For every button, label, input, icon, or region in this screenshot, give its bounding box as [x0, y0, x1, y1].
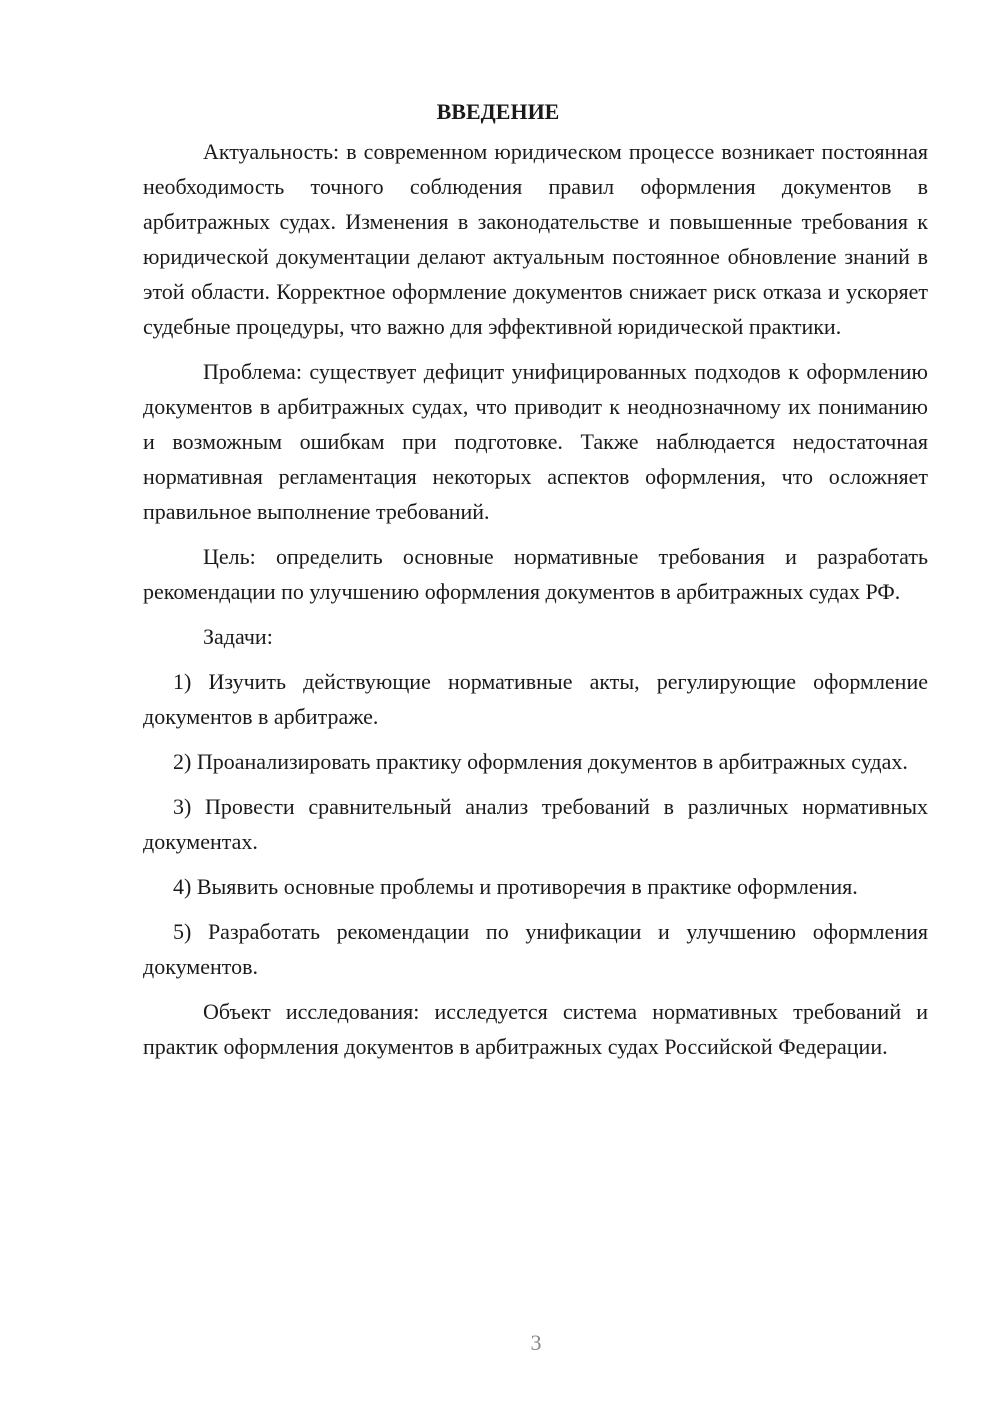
task-item-3: 3) Провести сравнительный анализ требований в различных нормативных документах.: [143, 794, 928, 854]
paragraph-problem: Проблема: существует дефицит унифицированных подходов к оформлению документов в арбитражных судах, что приводит к неоднозначному их пониманию и возможным ошибкам при подготовке. Также наблюдается недостаточная нормативная регламентация некоторых аспектов оформления, что осложняет правильное выполнение требований.: [143, 359, 928, 524]
paragraph-relevance: Актуальность: в современном юридическом процессе возникает постоянная необходимость точного соблюдения правил оформления документов в арбитражных судах. Изменения в законодательстве и повышенные требования к юридической документации делают актуальным постоянное обновление знаний в этой области. Корректное оформление документов снижает риск отказа и ускоряет судебные процедуры, что важно для эффективной юридической практики.: [143, 139, 928, 339]
task-item-2: 2) Проанализировать практику оформления документов в арбитражных судах.: [173, 749, 908, 774]
paragraph-object: Объект исследования: исследуется система нормативных требований и практик оформления документов в арбитражных судах Российской Федерации.: [143, 999, 928, 1059]
page-title: ВВЕДЕНИЕ: [436, 99, 560, 124]
tasks-heading: Задачи:: [203, 624, 273, 649]
task-item-4: 4) Выявить основные проблемы и противоречия в практике оформления.: [173, 874, 858, 899]
page-number: 3: [530, 1330, 542, 1355]
paragraph-goal: Цель: определить основные нормативные требования и разработать рекомендации по улучшению оформления документов в арбитражных судах РФ.: [143, 544, 928, 604]
task-item-5: 5) Разработать рекомендации по унификации и улучшению оформления документов.: [143, 919, 928, 979]
task-item-1: 1) Изучить действующие нормативные акты, регулирующие оформление документов в арбитраже.: [143, 669, 928, 729]
